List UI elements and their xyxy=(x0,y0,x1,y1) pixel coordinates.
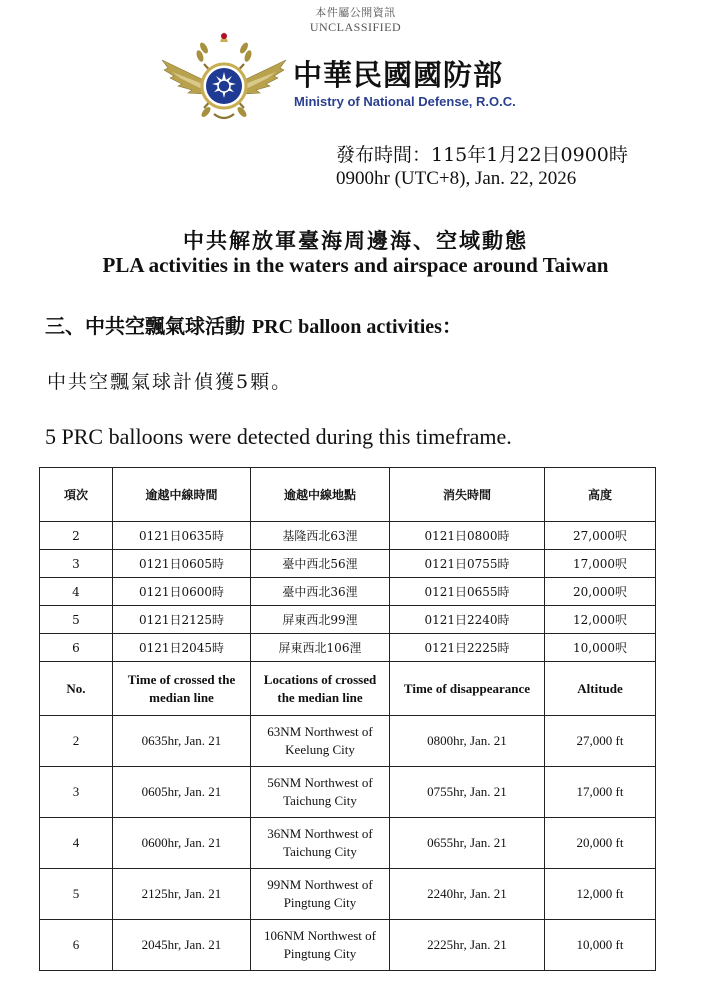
cell-crossing-time: 0121日0600時 xyxy=(113,578,251,606)
cell-altitude: Altitude xyxy=(545,662,656,716)
cell-disappearance-time: 0755hr, Jan. 21 xyxy=(390,767,545,818)
report-title-zh: 中共解放軍臺海周邊海、空域動態 xyxy=(183,228,528,253)
cell-crossing-location: 屏東西北99浬 xyxy=(251,606,390,634)
mnd-emblem-icon xyxy=(160,28,288,128)
balloon-table xyxy=(39,467,656,971)
section-heading-zh: 三、中共空飄氣球活動 xyxy=(45,314,245,338)
cell-altitude: 10,000呎 xyxy=(545,634,656,662)
cell-crossing-time: 0121日0635時 xyxy=(113,522,251,550)
cell-crossing-location: 36NM Northwest of Taichung City xyxy=(251,818,390,869)
cell-crossing-location: 臺中西北36浬 xyxy=(251,578,390,606)
classification-en: UNCLASSIFIED xyxy=(309,20,402,34)
cell-crossing-location: 基隆西北63浬 xyxy=(251,522,390,550)
table-row-en xyxy=(40,920,656,971)
cell-no: 4 xyxy=(40,818,113,869)
classification-banner xyxy=(0,6,711,34)
cell-crossing-location: Locations of crossed the median line xyxy=(251,662,390,716)
cell-crossing-location: 臺中西北56浬 xyxy=(251,550,390,578)
cell-altitude: 20,000 ft xyxy=(545,818,656,869)
cell-crossing-time: 0121日2125時 xyxy=(113,606,251,634)
cell-no: 6 xyxy=(40,920,113,971)
cell-altitude: 17,000 ft xyxy=(545,767,656,818)
cell-altitude: 20,000呎 xyxy=(545,578,656,606)
cell-disappearance-time: 0655hr, Jan. 21 xyxy=(390,818,545,869)
table-row-en xyxy=(40,869,656,920)
cell-no: 4 xyxy=(40,578,113,606)
cell-disappearance-time: 0800hr, Jan. 21 xyxy=(390,716,545,767)
ministry-name-en: Ministry of National Defense, R.O.C. xyxy=(294,94,516,109)
cell-no: 3 xyxy=(40,550,113,578)
cell-crossing-location: 56NM Northwest of Taichung City xyxy=(251,767,390,818)
table-row-en xyxy=(40,818,656,869)
cell-crossing-time: 2125hr, Jan. 21 xyxy=(113,869,251,920)
table-header-zh xyxy=(40,468,656,522)
cell-crossing-time: 0121日2045時 xyxy=(113,634,251,662)
cell-altitude: 10,000 ft xyxy=(545,920,656,971)
table-row-zh xyxy=(40,634,656,662)
section-heading xyxy=(45,310,462,339)
cell-disappearance-time: 消失時間 xyxy=(390,468,545,522)
cell-crossing-time: Time of crossed the median line xyxy=(113,662,251,716)
release-time-zh: 發布時間：115年1月22日0900時 xyxy=(336,144,628,166)
cell-crossing-time: 0600hr, Jan. 21 xyxy=(113,818,251,869)
table-row-zh xyxy=(40,550,656,578)
cell-crossing-location: 逾越中線地點 xyxy=(251,468,390,522)
cell-no: No. xyxy=(40,662,113,716)
cell-crossing-location: 99NM Northwest of Pingtung City xyxy=(251,869,390,920)
cell-disappearance-time: 2225hr, Jan. 21 xyxy=(390,920,545,971)
release-time-en: 0900hr (UTC+8), Jan. 22, 2026 xyxy=(336,168,577,189)
balloon-table-body xyxy=(40,468,656,971)
section-heading-en: PRC balloon activities： xyxy=(251,316,462,338)
cell-disappearance-time: Time of disappearance xyxy=(390,662,545,716)
cell-disappearance-time: 2240hr, Jan. 21 xyxy=(390,869,545,920)
cell-disappearance-time: 0121日2225時 xyxy=(390,634,545,662)
cell-disappearance-time: 0121日0800時 xyxy=(390,522,545,550)
balloon-count-zh: 中共空飄氣球計偵獲5顆。 xyxy=(47,371,293,393)
cell-no: 5 xyxy=(40,606,113,634)
cell-altitude: 27,000呎 xyxy=(545,522,656,550)
cell-crossing-time: 0605hr, Jan. 21 xyxy=(113,767,251,818)
cell-crossing-location: 63NM Northwest of Keelung City xyxy=(251,716,390,767)
table-header-en xyxy=(40,662,656,716)
cell-altitude: 高度 xyxy=(545,468,656,522)
cell-altitude: 12,000呎 xyxy=(545,606,656,634)
cell-crossing-location: 屏東西北106浬 xyxy=(251,634,390,662)
cell-crossing-location: 106NM Northwest of Pingtung City xyxy=(251,920,390,971)
balloon-count-en: 5 PRC balloons were detected during this timeframe. xyxy=(45,424,512,449)
cell-disappearance-time: 0121日2240時 xyxy=(390,606,545,634)
cell-no: 項次 xyxy=(40,468,113,522)
cell-no: 2 xyxy=(40,716,113,767)
cell-altitude: 12,000 ft xyxy=(545,869,656,920)
ministry-name-zh: 中華民國國防部 xyxy=(293,58,504,92)
cell-no: 2 xyxy=(40,522,113,550)
cell-no: 5 xyxy=(40,869,113,920)
table-row-en xyxy=(40,716,656,767)
cell-no: 3 xyxy=(40,767,113,818)
cell-disappearance-time: 0121日0655時 xyxy=(390,578,545,606)
table-row-zh xyxy=(40,522,656,550)
table-row-zh xyxy=(40,606,656,634)
table-row-zh xyxy=(40,578,656,606)
cell-crossing-time: 逾越中線時間 xyxy=(113,468,251,522)
cell-altitude: 17,000呎 xyxy=(545,550,656,578)
cell-crossing-time: 0121日0605時 xyxy=(113,550,251,578)
cell-crossing-time: 0635hr, Jan. 21 xyxy=(113,716,251,767)
report-title-en: PLA activities in the waters and airspace around Taiwan xyxy=(102,253,609,277)
cell-disappearance-time: 0121日0755時 xyxy=(390,550,545,578)
classification-zh: 本件屬公開資訊 xyxy=(315,6,396,19)
cell-no: 6 xyxy=(40,634,113,662)
cell-altitude: 27,000 ft xyxy=(545,716,656,767)
cell-crossing-time: 2045hr, Jan. 21 xyxy=(113,920,251,971)
table-row-en xyxy=(40,767,656,818)
